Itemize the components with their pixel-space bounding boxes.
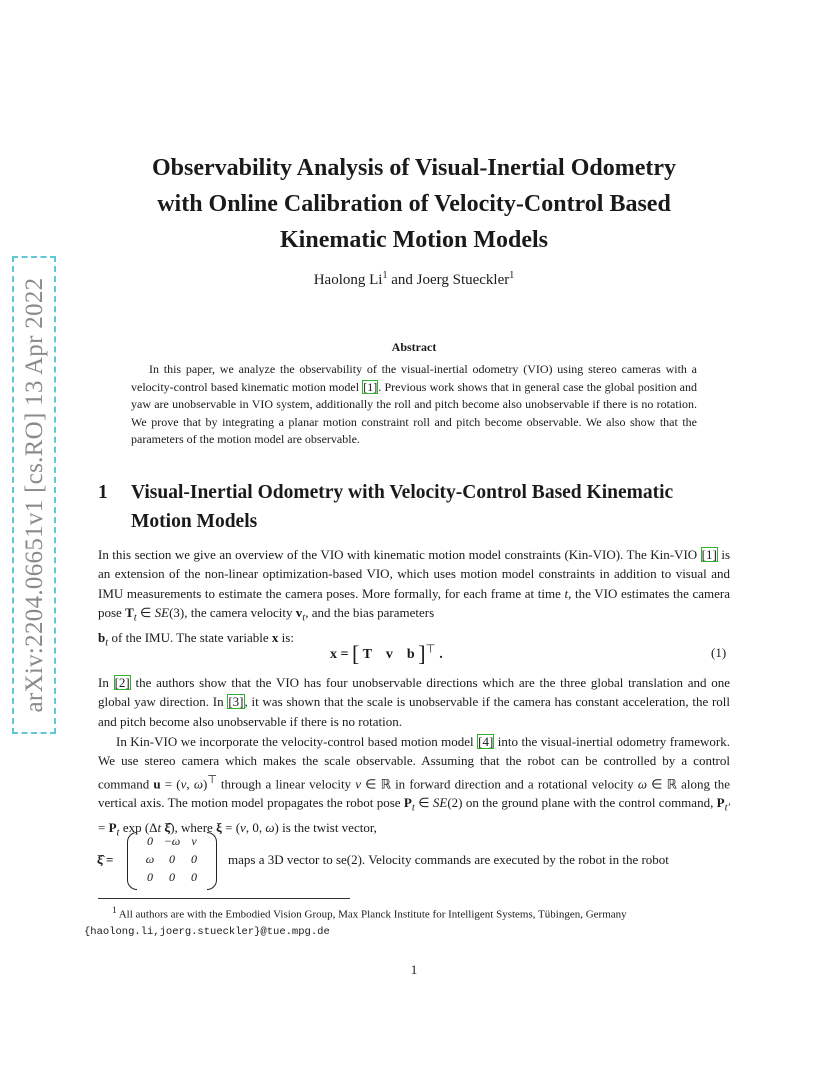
citation-link-3[interactable]: [3] bbox=[228, 694, 244, 710]
equation-entry-t: T bbox=[362, 647, 372, 662]
paragraph-3: In Kin-VIO we incorporate the velocity-control based motion model [4] into the visual-inertial odometry framework. We use stereo camera which makes the scale observable. Assuming that the robot can be controlled by a control command u = (v, ω)⊤ through a linear velocity v ∈ ℝ in forward direction and a rotational velocity ω ∈ ℝ along the vertical axis. The motion model propagates the robot pose $P_t$ ∈ SE(2) on the ground plane with the control command, $P_{t'} = P_t$ exp (Δt ξ̂), where ξ = (v, 0, ω) is the twist vector, bbox=[98, 734, 731, 839]
matrix-cell: 0 bbox=[147, 870, 153, 884]
abstract-text-b: . Previous work shows that in general case the global position and yaw are unobservable in VIO system, additionally the roll and pitch become also unobservable if there is no rotation. We prove that by integrating a planar motion constraint roll and pitch become observable. We also show that the parameters of the motion model are observable. bbox=[131, 379, 697, 446]
control-symbol: u bbox=[153, 775, 161, 791]
author-name-1: Haolong Li bbox=[313, 272, 383, 288]
matrix-cell: v bbox=[191, 834, 197, 848]
matrix-cell: −ω bbox=[163, 834, 181, 848]
p1-text-e: , and the bias parameters bbox=[305, 604, 435, 620]
citation-link-1[interactable]: [1] bbox=[363, 379, 378, 394]
matrix-grid bbox=[139, 834, 205, 885]
p3-text-e: along the vertical axis. The motion model propagates the robot pose bbox=[98, 775, 731, 811]
paren-right bbox=[207, 832, 217, 890]
affiliation-mark-2: 1 bbox=[509, 270, 515, 281]
citation-link-4[interactable]: [4] bbox=[478, 734, 494, 749]
paren-left bbox=[127, 832, 137, 890]
arxiv-identifier[interactable]: arXiv:2204.06651v1 [cs.RO] 13 Apr 2022 bbox=[21, 277, 48, 713]
title-line-3: Kinematic Motion Models bbox=[280, 227, 548, 253]
p2-text-c: , it was shown that the scale is unobservable if the camera has constant acceleration, the roll and pitch become also unobservable if there is no rotation. bbox=[98, 694, 730, 729]
author-name-2: Joerg Stueckler bbox=[416, 272, 510, 288]
p1-text-g: is: bbox=[278, 629, 294, 645]
p3-text-g: , where bbox=[174, 820, 217, 836]
p1-text-a: In this section we give an overview of the VIO with kinematic motion model constraints (Kin-VIO). The Kin-VIO bbox=[98, 547, 701, 562]
footnote-mark: 1 bbox=[112, 905, 117, 915]
matrix-cell: 0 bbox=[191, 852, 197, 866]
footnote-rule bbox=[98, 898, 350, 899]
p2-text-b: the authors show that the VIO has four unobservable directions which are the three global translation and one global yaw direction. In bbox=[98, 675, 730, 710]
footnote-affiliation: All authors are with the Embodied Vision Group, Max Planck Institute for Intelligent Systems, Tübingen, Germany bbox=[118, 908, 627, 921]
section-title: Visual-Inertial Odometry with Velocity-Control Based Kinematic Motion Models bbox=[131, 482, 674, 532]
p3-text-h: is the twist vector, bbox=[278, 820, 377, 836]
p1-text-b: is an extension of the non-linear optimization-based VIO, which uses motion model constraints in addition to visual and IMU measurements to estimate the camera poses. More formally, for each frame at time bbox=[98, 547, 730, 601]
citation-link-2[interactable]: [2] bbox=[114, 675, 130, 690]
equation-lhs: x = bbox=[330, 647, 349, 662]
matrix-cell: ω bbox=[145, 852, 155, 866]
twist-matrix bbox=[97, 832, 227, 892]
bracket-right: ] bbox=[418, 641, 426, 666]
transpose-mark: ⊤ bbox=[425, 642, 436, 656]
section-number: 1 bbox=[98, 482, 108, 503]
p3-text-d: in forward direction and a rotational velocity bbox=[390, 775, 638, 791]
p3-text-f: on the ground plane with the control command, bbox=[462, 795, 717, 811]
bias-symbol: b bbox=[98, 629, 106, 645]
p3-text-c: through a linear velocity bbox=[216, 775, 356, 791]
abstract-body bbox=[131, 361, 697, 449]
affiliation-mark-1: 1 bbox=[382, 270, 388, 281]
author-list bbox=[100, 270, 728, 289]
author-joiner: and bbox=[391, 272, 413, 288]
p3-text-a: In Kin-VIO we incorporate the velocity-control based motion model bbox=[116, 734, 478, 749]
pose-symbol: T bbox=[125, 604, 134, 620]
p1-text-c: , the VIO estimates the camera pose bbox=[98, 585, 731, 620]
p1-text-d: , the camera velocity bbox=[184, 604, 296, 620]
section-heading bbox=[98, 478, 738, 536]
matrix-cell: 0 bbox=[147, 834, 153, 848]
footnote bbox=[84, 902, 738, 940]
p3-text-b: into the visual-inertial odometry framework. We use stereo camera which makes the scale observable. Assuming that the robot can be controlled by a control command bbox=[98, 734, 731, 791]
p2-text-a: In bbox=[98, 675, 114, 690]
title-line-2: with Online Calibration of Velocity-Control Based bbox=[157, 191, 671, 217]
time-symbol: t bbox=[564, 585, 569, 601]
velocity-symbol: v bbox=[295, 604, 303, 620]
matrix-lhs: ξ̂ = bbox=[97, 852, 114, 867]
title-line-1: Observability Analysis of Visual-Inertial Odometry bbox=[151, 155, 676, 181]
matrix-cell: 0 bbox=[191, 870, 197, 884]
citation-link-1b[interactable]: [1] bbox=[701, 547, 717, 562]
equation-entry-v: v bbox=[385, 647, 393, 662]
page-number: 1 bbox=[410, 962, 418, 977]
state-symbol: x bbox=[271, 629, 279, 645]
paragraph-1: In this section we give an overview of the VIO with kinematic motion model constraints (Kin-VIO). The Kin-VIO [1] is an extension of the non-linear optimization-based VIO, which uses motion model constraints in addition to visual and IMU measurements to estimate the camera poses. More formally, for each frame at time t, the VIO estimates the camera pose $T_t$ ∈ SE(3), the camera velocity $v_t$, and the bias parameters $b_t$ of the IMU. The state variable x is: bbox=[98, 547, 731, 649]
equation-number: (1) bbox=[711, 645, 727, 660]
matrix-cell: 0 bbox=[169, 870, 175, 884]
bracket-left: [ bbox=[351, 641, 360, 666]
abstract-heading: Abstract bbox=[391, 340, 437, 354]
paragraph-3-continuation: maps a 3D vector to se(2). Velocity commands are executed by the robot in the robot bbox=[228, 852, 669, 867]
matrix-cell: 0 bbox=[169, 852, 175, 866]
equation-entry-b: b bbox=[406, 647, 415, 662]
p1-text-f: of the IMU. The state variable bbox=[108, 629, 272, 645]
paper-title bbox=[100, 150, 728, 258]
equation-1: x = [ T v b ]⊤ . bbox=[330, 641, 443, 666]
paragraph-2 bbox=[98, 673, 730, 731]
footnote-emails[interactable]: {haolong.li,joerg.stueckler}@tue.mpg.de bbox=[84, 925, 330, 938]
abstract-text-a: In this paper, we analyze the observability of the visual-inertial odometry (VIO) using stereo cameras with a velocity-control based kinematic motion model bbox=[131, 362, 697, 394]
